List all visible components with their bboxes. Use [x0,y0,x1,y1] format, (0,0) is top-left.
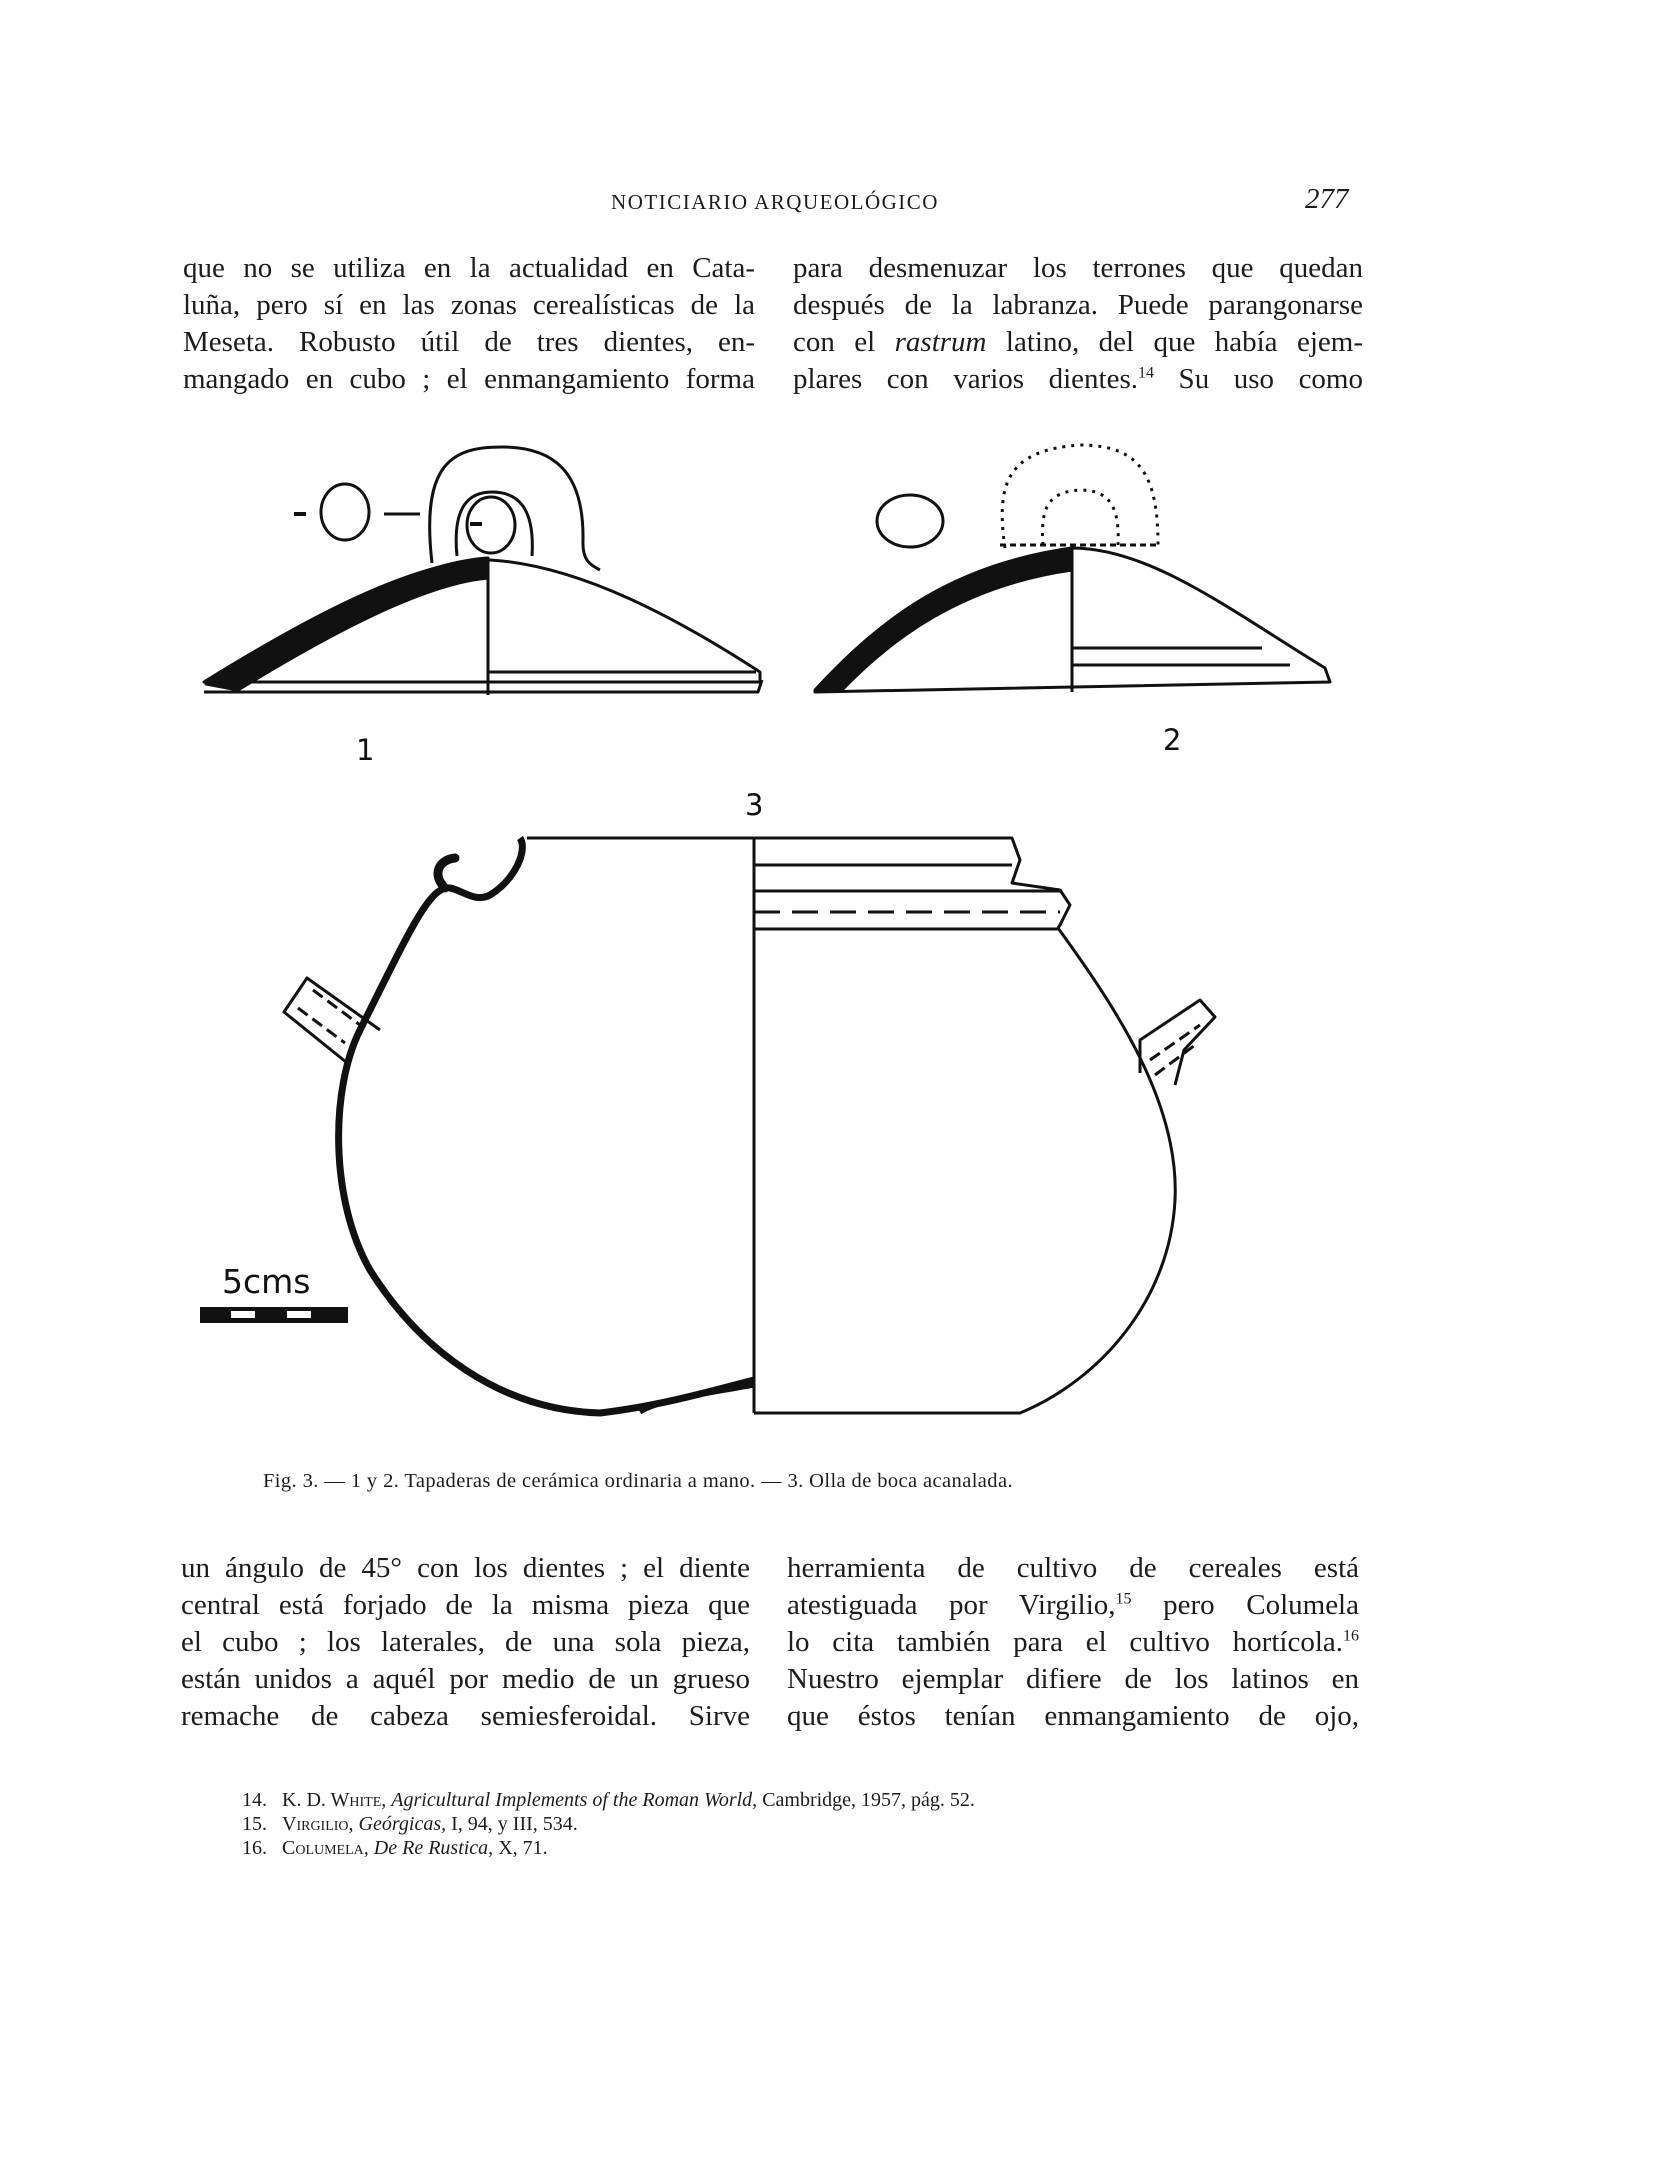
text-line: Nuestro ejemplar difiere de los latinos en [787,1663,1359,1695]
running-title: NOTICIARIO ARQUEOLÓGICO [611,190,939,214]
footnote-details: X, 71. [493,1837,548,1859]
text-line [787,1587,1359,1624]
italic-term: rastrum [894,326,987,358]
figure-label-1: 1 [356,733,375,767]
scale-label: 5cms [222,1262,311,1301]
lid-2-drawing [815,445,1330,692]
text-line: que no se utiliza en la actualidad en Cata- [183,252,755,284]
footnote-ref: 16 [1343,1627,1359,1645]
text-span: con el [793,326,895,358]
footnotes [242,1788,975,1860]
footnote-author: K. D. White, [282,1789,387,1811]
footnote-number: 16. [242,1837,267,1859]
footnote-title: Agricultural Implements of the Roman World, [391,1789,758,1811]
text-line: que éstos tenían enmangamiento de ojo, [787,1700,1359,1732]
figure-label-3: 3 [745,788,764,822]
text-line: central está forjado de la misma pieza que [181,1589,750,1621]
figure-caption: Fig. 3. — 1 y 2. Tapaderas de cerámica ordinaria a mano. — 3. Olla de boca acanalada. [263,1470,1013,1492]
text-span: pero Columela [1131,1589,1359,1621]
footnote-title: De Re Rustica, [373,1837,494,1859]
footnote-author: Columela, [282,1837,369,1859]
body-column-right-bottom [787,1550,1359,1735]
text-line: herramienta de cultivo de cereales está [787,1552,1359,1584]
lid-1-drawing [204,447,762,695]
footnote-title: Geórgicas, [358,1813,447,1835]
footnote-number: 14. [242,1789,267,1811]
body-column-left-bottom [181,1550,750,1735]
text-line: remache de cabeza semiesferoidal. Sirve [181,1700,750,1732]
text-line: Meseta. Robusto útil de tres dientes, en- [183,326,755,358]
footnote-details: Cambridge, 1957, pág. 52. [757,1789,975,1811]
footnote-author: Virgilio, [282,1813,354,1835]
footnote-ref: 15 [1115,1590,1132,1608]
pot-3-drawing [284,838,1215,1413]
scale-bar [200,1307,348,1323]
text-span: plares con varios dientes. [793,363,1139,395]
footnote-ref: 14 [1138,364,1155,382]
text-line: después de la labranza. Puede parangonarse [793,289,1363,321]
text-line: el cubo ; los laterales, de una sola pieza, [181,1626,750,1658]
page-number: 277 [1305,183,1349,215]
text-line: para desmenuzar los terrones que quedan [793,252,1363,284]
footnote-16 [242,1836,975,1860]
footnote-15 [242,1812,975,1836]
text-span: Su uso como [1154,363,1363,395]
text-line: un ángulo de 45° con los dientes ; el diente [181,1552,750,1584]
text-line [787,1624,1359,1661]
footnote-number: 15. [242,1813,267,1835]
text-line: luña, pero sí en las zonas cerealísticas de la [183,289,755,321]
text-line: mangado en cubo ; el enmangamiento forma [183,363,755,395]
text-span: atestiguada por Virgilio, [787,1589,1116,1621]
footnote-details: I, 94, y III, 534. [446,1813,578,1835]
footnote-14 [242,1788,975,1812]
text-span: lo cita también para el cultivo hortícola. [787,1626,1343,1658]
text-span: latino, del que había ejem- [986,326,1363,358]
text-line: están unidos a aquél por medio de un grueso [181,1663,750,1695]
figure-label-2: 2 [1163,723,1182,757]
